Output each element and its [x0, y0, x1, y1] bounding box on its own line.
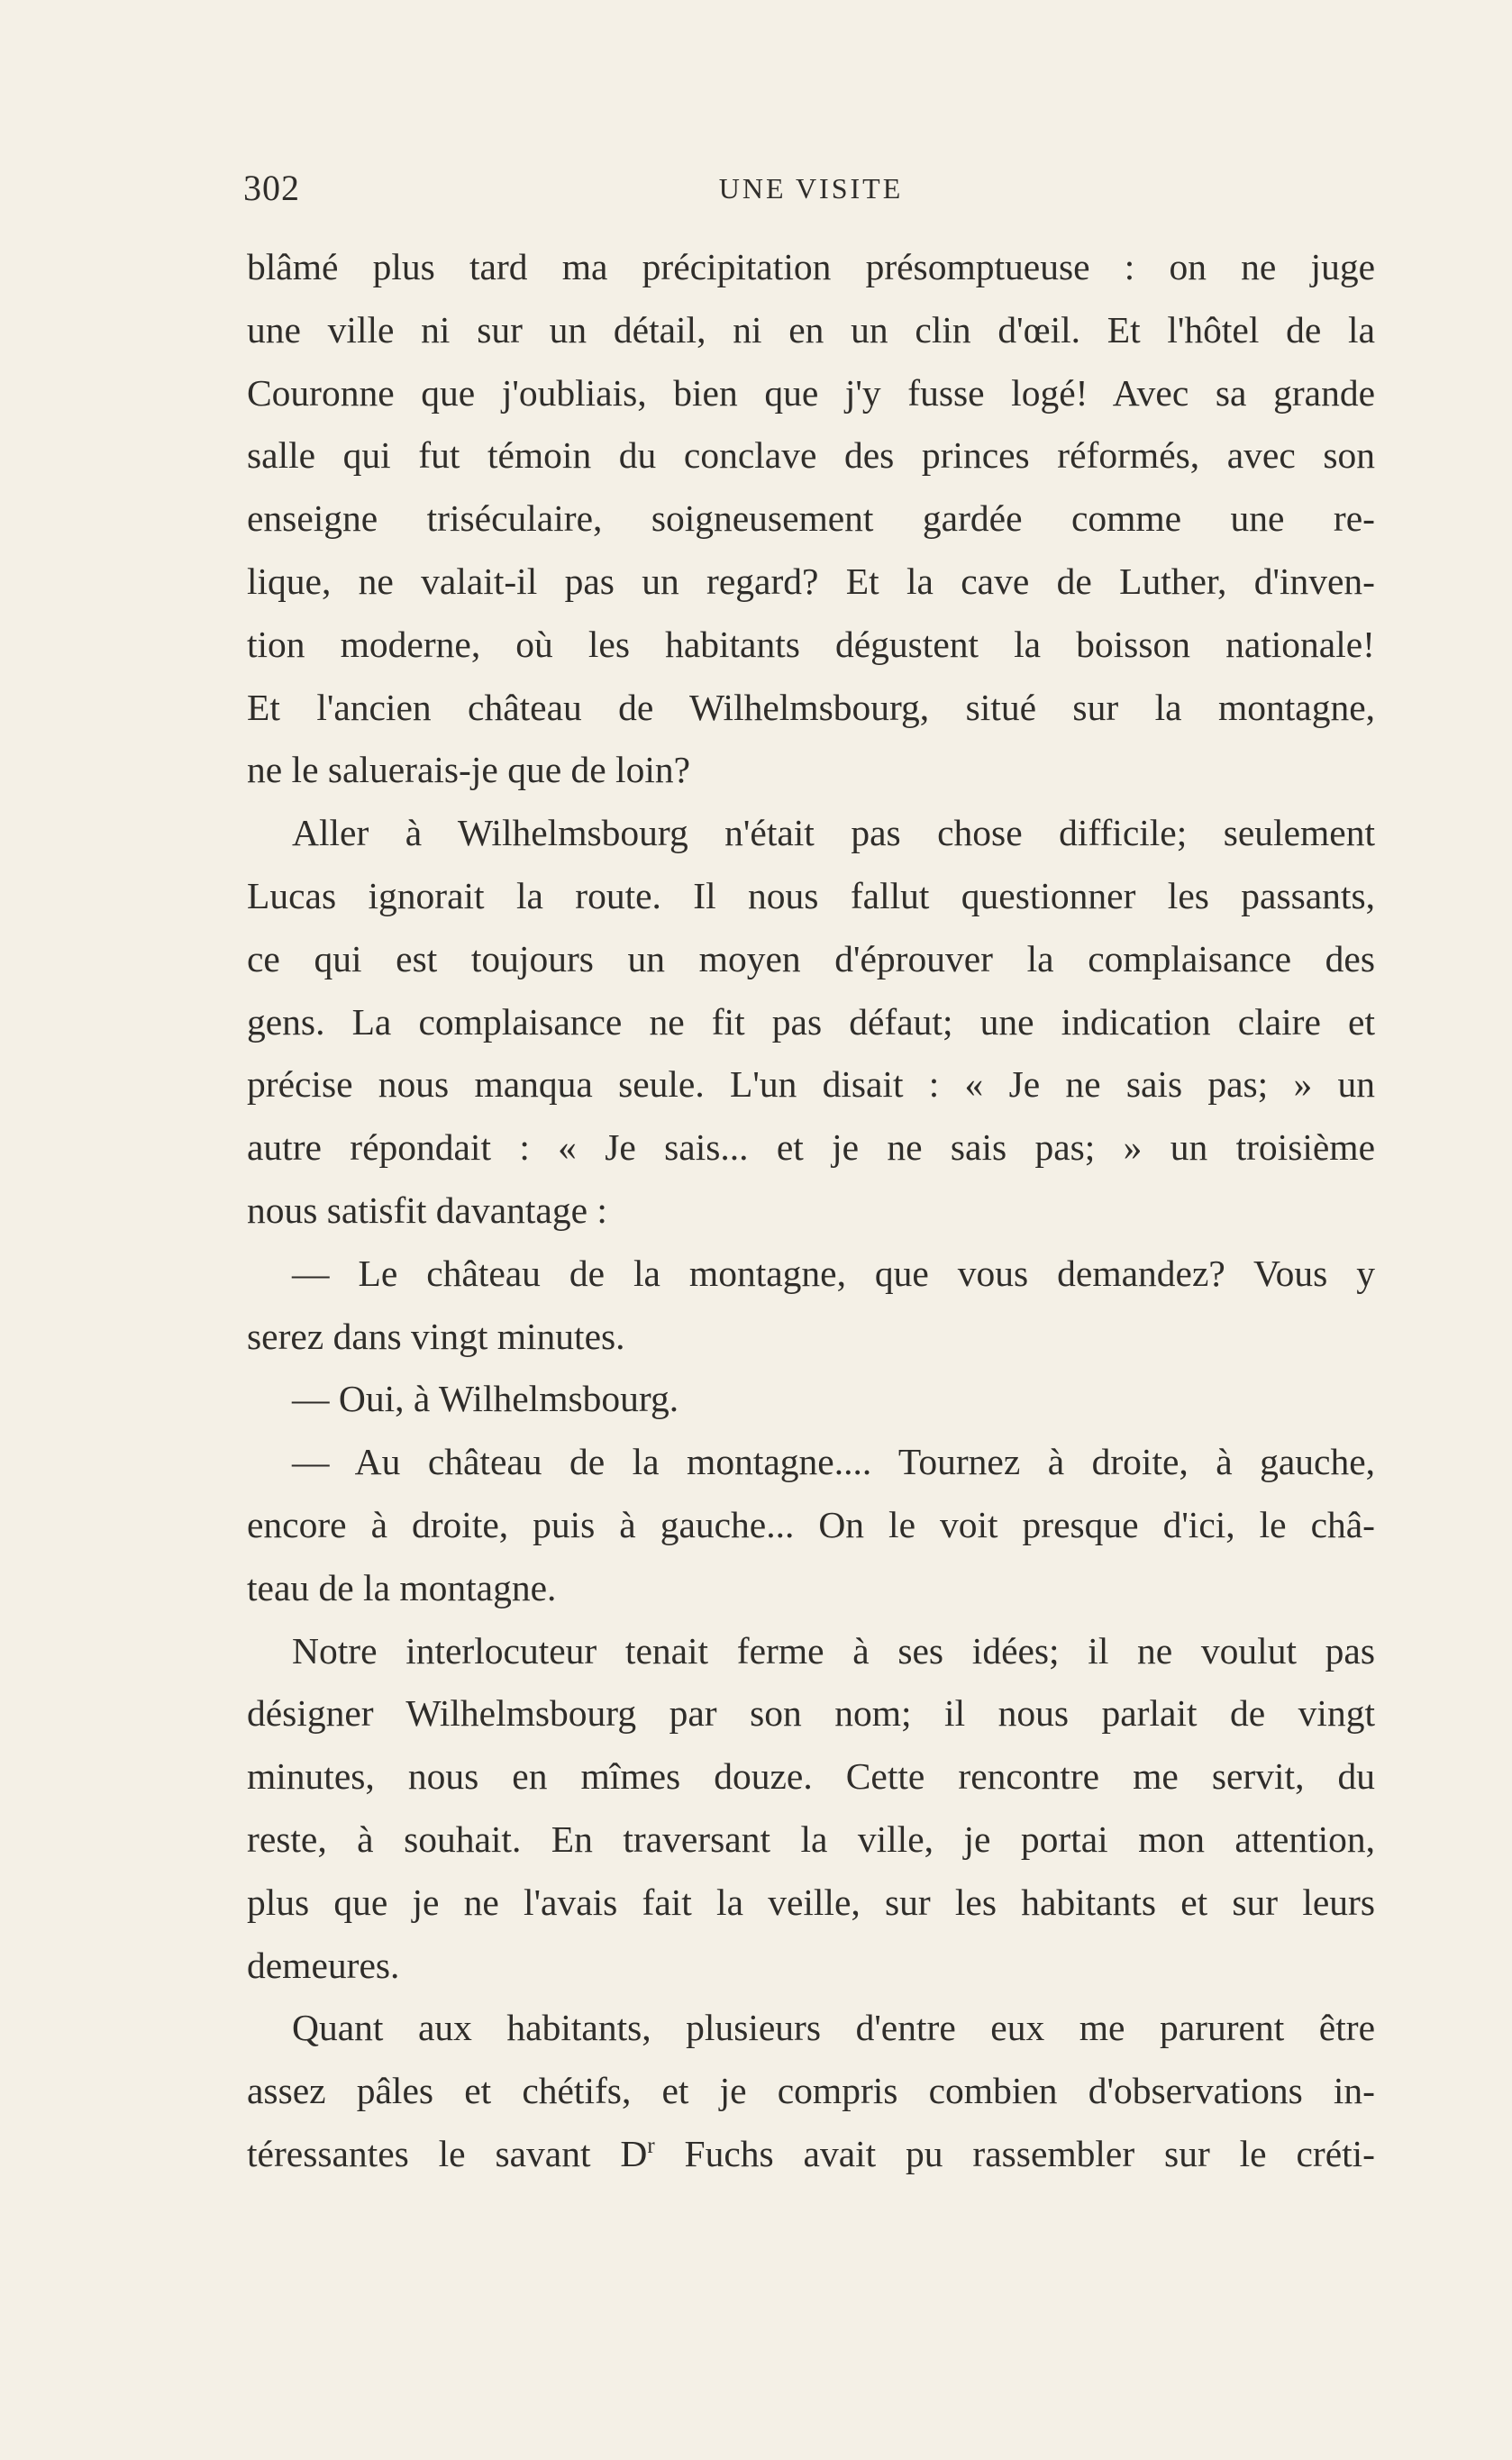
- text-line: gens. La complaisance ne fit pas défaut; une indication claire et: [247, 1000, 1375, 1043]
- text-line: lique, ne valait-il pas un regard? Et la cave de Luther, d'inven-: [247, 560, 1375, 602]
- text-line: assez pâles et chétifs, et je compris combien d'observations in-: [247, 2070, 1375, 2112]
- text-line: minutes, nous en mîmes douze. Cette rencontre me servit, du: [247, 1755, 1375, 1798]
- dialogue-line: — Oui, à Wilhelmsbourg.: [292, 1378, 679, 1420]
- text-line: enseigne triséculaire, soigneusement gardée comme une re-: [247, 497, 1375, 540]
- body-text: [247, 236, 1375, 2186]
- text-line: teau de la montagne.: [247, 1566, 557, 1608]
- text-line: une ville ni sur un détail, ni en un clin d'œil. Et l'hôtel de la: [247, 308, 1375, 351]
- text-line: désigner Wilhelmsbourg par son nom; il nous parlait de vingt: [247, 1692, 1375, 1735]
- text-line: autre répondait : « Je sais... et je ne sais pas; » un troisième: [247, 1126, 1375, 1169]
- text-line: Et l'ancien château de Wilhelmsbourg, situé sur la montagne,: [247, 686, 1375, 728]
- text-line: encore à droite, puis à gauche... On le voit presque d'ici, le châ-: [247, 1503, 1375, 1545]
- text-line: Lucas ignorait la route. Il nous fallut questionner les passants,: [247, 874, 1375, 916]
- text-line: précise nous manqua seule. L'un disait : « Je ne sais pas; » un: [247, 1063, 1375, 1106]
- running-head: [243, 167, 1379, 212]
- dialogue-line: — Au château de la montagne.... Tournez à droite, à gauche,: [292, 1441, 1375, 1483]
- paragraph-start-line: Notre interlocuteur tenait ferme à ses idées; il ne voulut pas: [292, 1629, 1375, 1672]
- superscript: r: [647, 2133, 655, 2158]
- text-line: salle qui fut témoin du conclave des princes réformés, avec son: [247, 434, 1375, 477]
- text-line: plus que je ne l'avais fait la veille, sur les habitants et sur leurs: [247, 1881, 1375, 1923]
- text-line: serez dans vingt minutes.: [247, 1315, 625, 1357]
- text-line: ce qui est toujours un moyen d'éprouver la complaisance des: [247, 937, 1375, 979]
- line-segment: téressantes le savant D: [247, 2132, 648, 2174]
- page-number: 302: [243, 168, 300, 208]
- text-line: tion moderne, où les habitants dégustent la boisson nationale!: [247, 623, 1375, 665]
- line-segment: Fuchs avait pu rassembler sur le créti-: [654, 2132, 1375, 2174]
- text-line: nous satisfit davantage :: [247, 1189, 607, 1231]
- text-line: ne le saluerais-je que de loin?: [247, 749, 691, 791]
- text-line: Couronne que j'oubliais, bien que j'y fusse logé! Avec sa grande: [247, 371, 1375, 414]
- text-line: reste, à souhait. En traversant la ville, je portai mon attention,: [247, 1818, 1375, 1860]
- text-line: demeures.: [247, 1944, 400, 1986]
- paragraph-start-line: Aller à Wilhelmsbourg n'était pas chose difficile; seulement: [292, 812, 1375, 854]
- dialogue-line: — Le château de la montagne, que vous demandez? Vous y: [292, 1252, 1375, 1294]
- running-title: UNE VISITE: [718, 172, 904, 205]
- paragraph-start-line: Quant aux habitants, plusieurs d'entre eux me parurent être: [292, 2007, 1375, 2049]
- text-line: blâmé plus tard ma précipitation présomptueuse : on ne juge: [247, 246, 1375, 287]
- text-line: [247, 2123, 1375, 2186]
